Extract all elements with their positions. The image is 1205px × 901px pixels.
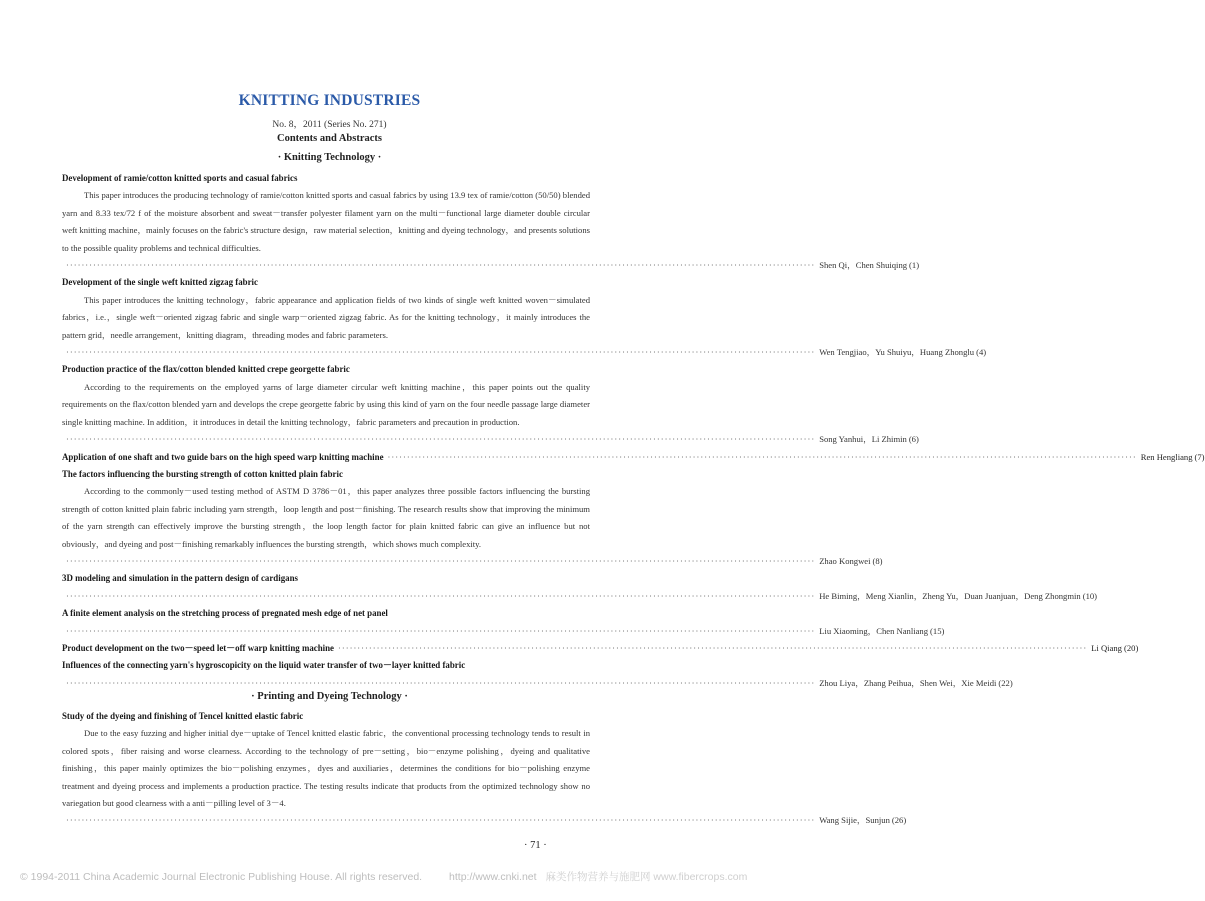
article-byline	[62, 553, 883, 570]
article-title: Product development on the two－speed let－off warp knitting machine	[62, 642, 334, 653]
section-printing-dyeing-technology	[62, 708, 907, 830]
article-page: (4)	[976, 347, 987, 358]
article-authors: Wen Tengjiao，Yu Shuiyu，Huang Zhonglu	[819, 347, 975, 358]
article-authors: Ren Hengliang	[1140, 451, 1193, 462]
article-entry-inline	[62, 449, 1205, 466]
section-heading-knitting: · Knitting Technology ·	[277, 152, 382, 163]
article-byline	[62, 623, 945, 640]
section-heading-printing-dyeing: · Printing and Dyeing Technology ·	[251, 691, 408, 702]
article-title: The factors influencing the bursting strength of cotton knitted plain fabric	[62, 468, 343, 479]
article-authors: Zhao Kongwei	[819, 555, 871, 566]
page-number: · 71 ·	[524, 840, 547, 851]
article-title: Application of one shaft and two guide bars on the high speed warp knitting machine	[62, 451, 384, 462]
article-page: (7)	[1194, 451, 1205, 462]
dot-leader	[66, 675, 815, 692]
article-page: (20)	[1123, 642, 1139, 653]
article-page: (15)	[930, 625, 945, 636]
article-page: (10)	[1082, 590, 1098, 601]
article-authors: Wang Sijie，Sunjun	[819, 815, 890, 826]
article-page: (22)	[998, 677, 1013, 688]
dot-leader	[66, 812, 815, 829]
article-authors: Shen Qi，Chen Shuiqing	[819, 260, 908, 271]
article-authors: Zhou Liya，Zhang Peihua，Shen Wei，Xie Meidi	[819, 677, 997, 688]
article-byline	[62, 812, 907, 829]
article-title: Development of the single weft knitted zigzag fabric	[62, 277, 258, 288]
article-authors: Li Qiang	[1091, 642, 1122, 653]
article-title: Study of the dyeing and finishing of Tencel knitted elastic fabric	[62, 711, 304, 721]
dot-leader	[338, 640, 1087, 657]
dot-leader	[66, 553, 815, 570]
article-page: (6)	[908, 434, 919, 445]
article-abstract: This paper introduces the producing technology of ramie/cotton knitted sports and casual fabrics by using 13.9 tex of ramie/cotton (50/50) blended yarn and 8.33 tex/72 f of the moisture absorbent and sweat－transfer polyester filament yarn on the multi－functional large diameter double circular weft knitting machine，mainly focuses on the fabric's structure design，raw material selection，knitting and dyeing technology，and presents solutions to the possible quality problems and technical difficulties.	[62, 190, 590, 253]
article-page: (1)	[909, 260, 920, 271]
article-byline	[62, 344, 987, 361]
article-page: (26)	[891, 815, 907, 826]
site-link[interactable]: http://www.cnki.net	[449, 871, 537, 883]
journal-title: KNITTING INDUSTRIES	[238, 92, 421, 109]
article-byline	[62, 431, 919, 448]
article-byline	[62, 588, 1098, 605]
article-byline	[62, 675, 1013, 692]
dot-leader	[388, 449, 1137, 466]
article-title: Development of ramie/cotton knitted sports and casual fabrics	[62, 173, 298, 183]
dot-leader	[66, 257, 815, 274]
contents-title: Contents and Abstracts	[276, 133, 382, 144]
article-abstract: Due to the easy fuzzing and higher initial dye－uptake of Tencel knitted elastic fabric，the conventional processing technology tends to result in colored spots，fiber raising and worse clearness. According to the technology of pre－setting，bio－enzyme polishing，dyeing and qualitative finishing，this paper mainly optimizes the bio－polishing enzymes，dyes and auxiliaries，determines the conditions for bio－polishing enzyme treatment and dyeing process and implements a production practice. The testing results indicate that products from the optimized technology show no variegation but good clearness with a anti－pilling level of 3－4.	[62, 728, 590, 809]
watermark-text: 麻类作物营养与施肥网 www.fibercrops.com	[545, 871, 748, 883]
article-page: (8)	[872, 555, 883, 566]
dot-leader	[66, 623, 815, 640]
article-title: 3D modeling and simulation in the pattern design of cardigans	[62, 573, 298, 584]
dot-leader	[66, 344, 815, 361]
dot-leader	[66, 588, 815, 605]
article-title: Production practice of the flax/cotton blended knitted crepe georgette fabric	[62, 364, 350, 375]
article-abstract: According to the commonly－used testing method of ASTM D 3786－01，this paper analyzes three possible factors influencing the bursting strength of cotton knitted plain fabric including yarn strength，loop length and post－finishing. The research results show that improving the minimum of the yarn strength can effectively improve the bursting strength，the loop length factor for plain knitted fabric can give an influence but not obviously，and dyeing and post－finishing remarkably influences the bursting strength，which shows much complexity.	[62, 486, 590, 549]
article-authors: He Biming，Meng Xianlin，Zheng Yu，Duan Juanjuan，Deng Zhongmin	[819, 590, 1081, 601]
article-abstract: According to the requirements on the employed yarns of large diameter circular weft knitting machine，this paper points out the quality requirements on the flax/cotton blended yarn and develops the crepe georgette fabric by using this kind of yarn on the four needle passage large diameter single knitting machine. In addition，it introduces in detail the knitting technology，fabric parameters and precaution in production.	[62, 381, 590, 427]
article-authors: Liu Xiaoming，Chen Nanliang	[819, 625, 929, 636]
article-title: Influences of the connecting yarn's hygroscopicity on the liquid water transfer of two－layer knitted fabric	[62, 660, 466, 671]
footer	[20, 869, 748, 884]
article-authors: Song Yanhui，Li Zhimin	[819, 434, 907, 445]
article-entry-inline	[62, 640, 1139, 657]
issue-info: No. 8，2011 (Series No. 271)	[272, 120, 387, 130]
article-title: A finite element analysis on the stretching process of pregnated mesh edge of net panel	[62, 608, 388, 619]
copyright-text: © 1994-2011 China Academic Journal Electronic Publishing House. All rights reserved.	[20, 871, 423, 883]
dot-leader	[66, 431, 815, 448]
article-byline	[62, 257, 920, 274]
section-knitting-technology	[62, 170, 1205, 692]
article-abstract: This paper introduces the knitting technology，fabric appearance and application fields of two kinds of single weft knitted woven－simulated fabrics，i.e.，single weft－oriented zigzag fabric and single warp－oriented zigzag fabric. As for the knitting technology，it mainly introduces the pattern grid，needle arrangement，knitting diagram，threading modes and fabric parameters.	[62, 294, 590, 340]
